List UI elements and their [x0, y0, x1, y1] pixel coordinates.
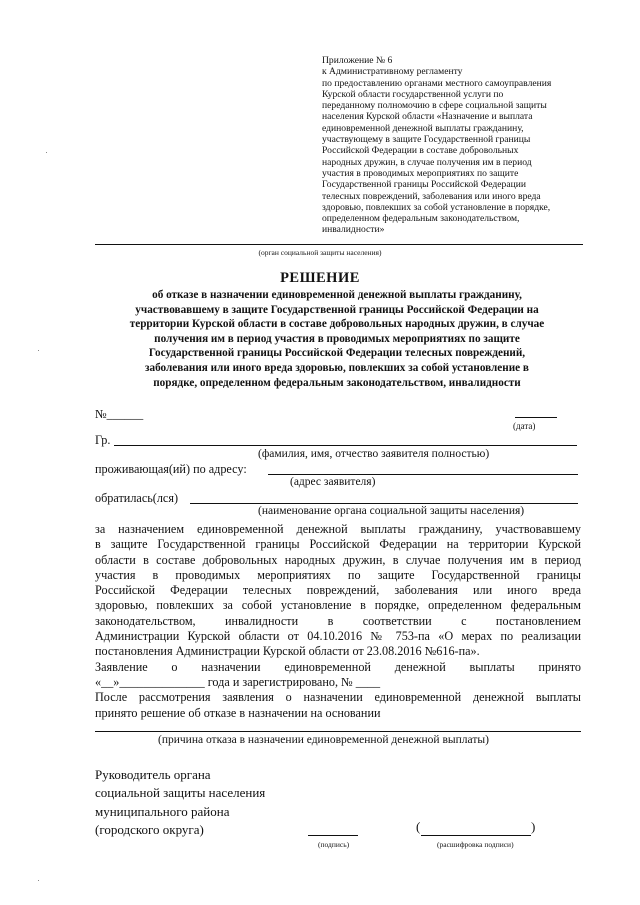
appendix-line: здоровью, повлекших за собой установление в порядке, [322, 201, 551, 213]
body-line: области в составе добровольных народных дружин, в случае получения им в период [95, 552, 581, 567]
appendix-line: определенном федеральным законодательством, [322, 213, 520, 225]
decode-caption: (расшифровка подписи) [437, 840, 514, 849]
signatory-title [95, 766, 265, 839]
body-line: После рассмотрения заявления о назначении единовременной денежной выплаты [95, 690, 581, 705]
body-line: здоровью, повлекших за собой установление в порядке, определенном федеральным [95, 598, 581, 613]
appendix-block [322, 55, 592, 236]
authority-field[interactable] [190, 503, 578, 504]
appendix-line: переданному полномочию в сфере социальной защиты [322, 100, 547, 112]
appendix-line: Курской области государственной услуги по [322, 88, 504, 100]
address-field[interactable] [268, 474, 578, 475]
subject-line: об отказе в назначении единовременной денежной выплаты гражданину, [152, 289, 522, 301]
decision-body [95, 522, 581, 721]
decision-subject [92, 288, 582, 390]
appendix-line: Приложение № 6 [322, 55, 393, 66]
date-caption: (дата) [513, 421, 536, 431]
citizen-name-field[interactable] [114, 445, 577, 446]
body-line: Российской Федерации телесных повреждений, заболевания или иного вреда [95, 583, 581, 598]
org-line [95, 244, 583, 245]
subject-line: участвовавшему в защите Государственной границы Российской Федерации на [135, 303, 539, 316]
signature-caption: (подпись) [318, 840, 350, 849]
applied-label: обратилась(лся) [95, 491, 179, 505]
scan-speck [38, 880, 39, 881]
appendix-line: по предоставлению органами местного самоуправления [322, 77, 552, 89]
decode-field[interactable] [421, 835, 531, 836]
citizen-label: Гр. [95, 433, 111, 447]
signatory-line: Руководитель органа [95, 767, 211, 782]
statement-line: Заявление о назначении единовременной денежной выплаты принято [95, 659, 581, 674]
body-line: постановления Администрации Курской области от 23.08.2016 №616-па». [95, 644, 480, 659]
reason-caption: (причина отказа в назначении единовременной денежной выплаты) [158, 734, 489, 746]
reason-field[interactable] [95, 731, 581, 732]
subject-line: заболевания или иного вреда здоровью, повлекших за собой установление в [145, 361, 529, 374]
appendix-line: населения Курской области «Назначение и выплата [322, 111, 533, 123]
name-caption: (фамилия, имя, отчество заявителя полностью) [258, 448, 490, 460]
signatory-line: муниципального района [95, 803, 230, 819]
body-line: принято решение об отказе в назначении на основании [95, 705, 381, 720]
number-field[interactable]: №______ [95, 407, 144, 421]
body-line: в защите Государственной границы Российской Федерации на территории Курской [95, 537, 581, 552]
date-line[interactable] [515, 417, 557, 418]
appendix-line: Российской Федерации в составе добровольных [322, 145, 519, 157]
body-line: участия в проводимых мероприятиях по защите Государственной границы [95, 567, 581, 582]
appendix-line: телесных повреждений, заболевания или иного вреда [322, 190, 541, 202]
address-caption: (адрес заявителя) [290, 476, 376, 488]
body-line: Администрации Курской области от 04.10.2016 № 753-па «О мерах по реализации [95, 629, 581, 644]
scan-speck [46, 152, 47, 153]
signature-field[interactable] [308, 835, 358, 836]
subject-line: территории Курской области в составе добровольных народных дружин, в случае [129, 318, 545, 331]
subject-line: Государственной границы Российской Федерации телесных повреждений, [148, 347, 526, 360]
body-line: за назначением единовременной денежной выплаты гражданину, участвовавшему [95, 522, 581, 536]
org-caption: (орган социальной защиты населения) [258, 248, 382, 257]
decode-close-paren: ) [531, 819, 536, 834]
appendix-line: инвалидности» [322, 224, 385, 236]
appendix-line: единовременной денежной выплаты гражданину, [322, 122, 524, 134]
authority-caption: (наименование органа социальной защиты населения) [258, 505, 525, 517]
appendix-line: к Административному регламенту [322, 66, 463, 78]
subject-line: порядке, определенном федеральным законодательством, инвалидности [153, 376, 521, 389]
appendix-line: участия в проводимых мероприятиях по защите [322, 167, 519, 179]
document-title: РЕШЕНИЕ [280, 270, 360, 286]
signatory-line: социальной защиты населения [95, 785, 266, 801]
appendix-line: Государственной границы Российской Федерации [322, 179, 527, 191]
registered-line[interactable]: «__»______________ года и зарегистрировано, № ____ [95, 674, 381, 689]
scan-speck [38, 350, 39, 351]
decode-open-paren: ( [416, 819, 421, 834]
subject-line: получения им в период участия в проводимых мероприятиях по защите [154, 332, 520, 345]
appendix-line: участвующему в защите Государственной границы [322, 134, 531, 146]
body-line: законодательством, инвалидности в соответствии с постановлением [95, 613, 581, 628]
appendix-line: народных дружин, в случае получения им в период [322, 156, 532, 168]
signatory-line: (городского округа) [95, 821, 204, 837]
address-label: проживающая(ий) по адресу: [95, 462, 247, 476]
